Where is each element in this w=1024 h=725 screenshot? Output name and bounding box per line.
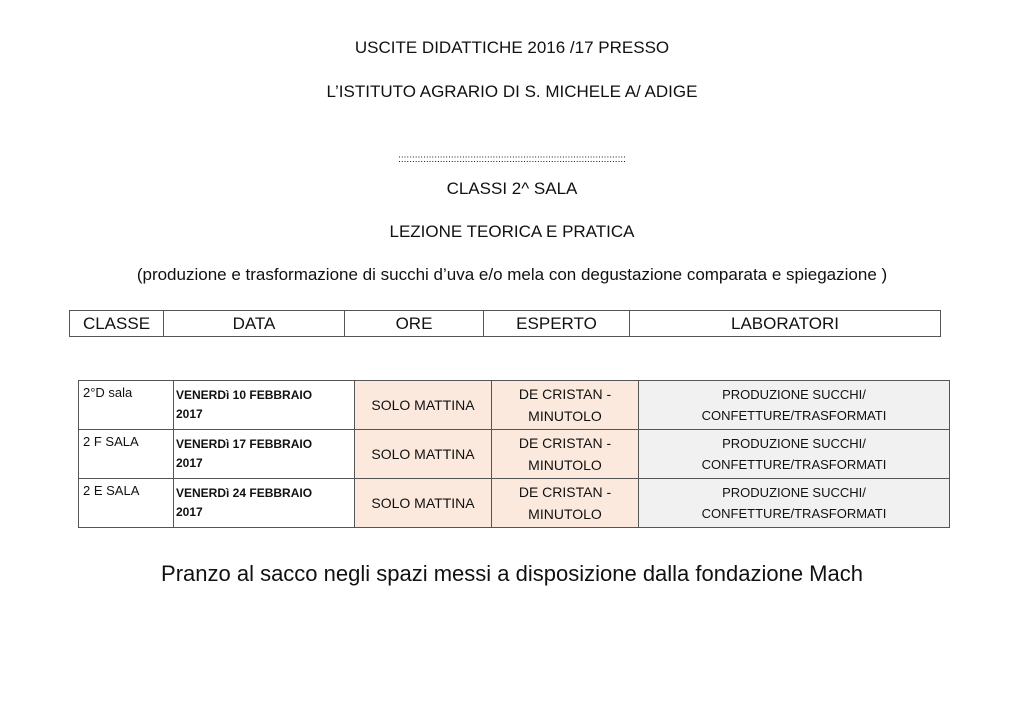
column-header-classe: CLASSE — [70, 311, 164, 337]
cell-data-year: 2017 — [176, 456, 203, 470]
column-header-ore: ORE — [345, 311, 484, 337]
cell-esperto-line: MINUTOLO — [528, 506, 602, 522]
cell-data — [174, 430, 355, 479]
cell-classe: 2°D sala — [79, 381, 174, 430]
cell-data-year: 2017 — [176, 505, 203, 519]
cell-lab-line: PRODUZIONE SUCCHI/ — [722, 485, 866, 500]
cell-lab-line: PRODUZIONE SUCCHI/ — [722, 387, 866, 402]
classes-heading: CLASSI 2^ SALA — [446, 179, 578, 198]
cell-lab-line: CONFETTURE/TRASFORMATI — [701, 506, 887, 521]
cell-esperto — [492, 430, 639, 479]
cell-lab-line: PRODUZIONE SUCCHI/ — [722, 436, 866, 451]
cell-data-line: VENERDì 17 FEBBRAIO — [176, 437, 313, 451]
table-row — [79, 381, 950, 430]
cell-esperto-line: DE CRISTAN - — [518, 386, 612, 402]
column-header-table — [69, 310, 941, 337]
column-header-laboratori: LABORATORI — [630, 311, 941, 337]
cell-data — [174, 381, 355, 430]
column-header-esperto: ESPERTO — [484, 311, 630, 337]
lunch-note: Pranzo al sacco negli spazi messi a disposizione dalla fondazione Mach — [161, 561, 863, 586]
cell-esperto-line: DE CRISTAN - — [518, 484, 612, 500]
cell-data-line: VENERDì 10 FEBBRAIO — [176, 388, 313, 402]
cell-data-line: VENERDì 24 FEBBRAIO — [176, 486, 313, 500]
cell-ore: SOLO MATTINA — [355, 479, 492, 528]
cell-lab-line: CONFETTURE/TRASFORMATI — [701, 408, 887, 423]
schedule-table — [78, 380, 950, 528]
cell-laboratori — [639, 479, 950, 528]
cell-esperto-line: MINUTOLO — [528, 457, 602, 473]
cell-laboratori — [639, 430, 950, 479]
cell-lab-line: CONFETTURE/TRASFORMATI — [701, 457, 887, 472]
cell-ore: SOLO MATTINA — [355, 381, 492, 430]
cell-laboratori — [639, 381, 950, 430]
title-line-2: L’ISTITUTO AGRARIO DI S. MICHELE A/ ADIGE — [326, 82, 698, 101]
cell-classe: 2 F SALA — [79, 430, 174, 479]
lesson-heading: LEZIONE TEORICA E PRATICA — [389, 222, 635, 241]
cell-data — [174, 479, 355, 528]
cell-esperto — [492, 479, 639, 528]
lesson-description: (produzione e trasformazione di succhi d’uva e/o mela con degustazione comparata e spiegazione ) — [136, 265, 888, 284]
column-header-data: DATA — [164, 311, 345, 337]
cell-esperto-line: MINUTOLO — [528, 408, 602, 424]
table-row — [79, 430, 950, 479]
cell-ore: SOLO MATTINA — [355, 430, 492, 479]
cell-classe: 2 E SALA — [79, 479, 174, 528]
separator-dots: :::::::::::::::::::::::::::::::::::::::::::::::::::::::::::::::::::::::::::::::::: — [398, 154, 626, 165]
column-header-row — [70, 311, 941, 337]
cell-data-year: 2017 — [176, 407, 203, 421]
cell-esperto-line: DE CRISTAN - — [518, 435, 612, 451]
title-line-1: USCITE DIDATTICHE 2016 /17 PRESSO — [354, 38, 670, 57]
table-row — [79, 479, 950, 528]
cell-esperto — [492, 381, 639, 430]
